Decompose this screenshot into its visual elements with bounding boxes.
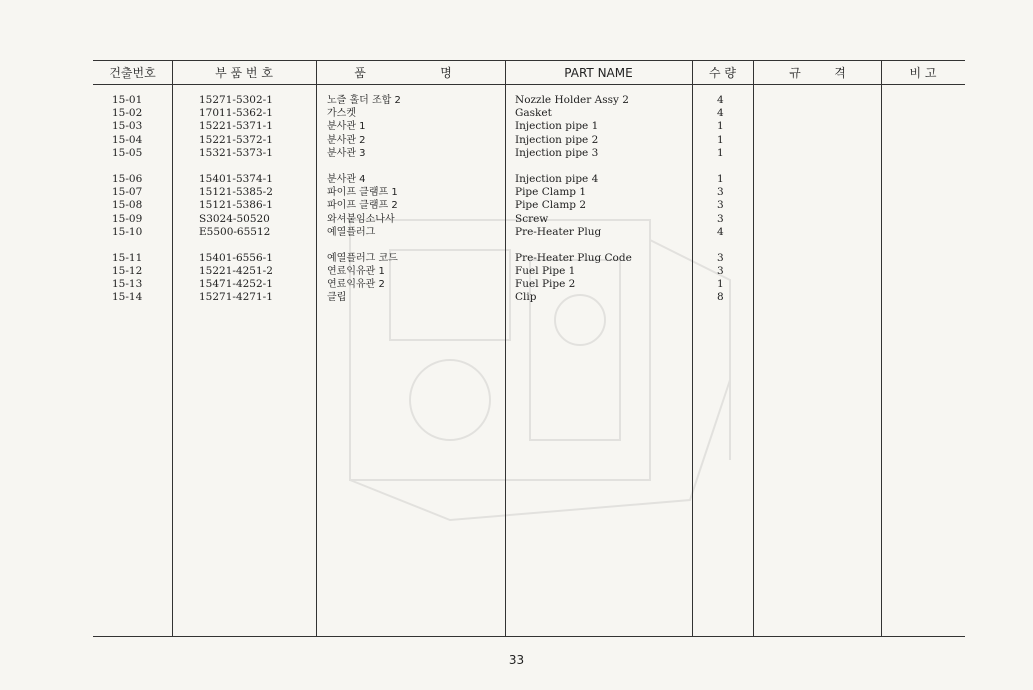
qty-cell: 4 bbox=[717, 225, 724, 238]
qty-cell: 1 bbox=[717, 133, 724, 146]
column-divider bbox=[505, 60, 506, 637]
ref-no-cell: 15-12 bbox=[112, 265, 143, 278]
header-name-ko-right: 명 bbox=[440, 66, 452, 80]
part-no-cell: 15121-5386-1 bbox=[199, 199, 273, 212]
part-name-cell: Pre-Heater Plug bbox=[515, 225, 602, 238]
qty-cell: 1 bbox=[717, 120, 724, 133]
table-header-rule bbox=[93, 84, 965, 85]
part-name-column bbox=[515, 94, 632, 305]
name-ko-column bbox=[327, 94, 401, 305]
part-name-cell: Injection pipe 3 bbox=[515, 146, 599, 159]
qty-cell: 8 bbox=[717, 291, 724, 304]
qty-cell: 3 bbox=[717, 212, 724, 225]
part-name-cell: Screw bbox=[515, 212, 549, 225]
ref-no-cell: 15-08 bbox=[112, 199, 143, 212]
name-ko-cell: 클립 bbox=[327, 292, 347, 304]
header-spec-right: 격 bbox=[834, 66, 846, 80]
qty-cell: 1 bbox=[717, 278, 724, 291]
part-no-cell: 15221-5371-1 bbox=[199, 120, 273, 133]
header-ref-no: 건출번호 bbox=[109, 66, 156, 80]
qty-cell: 4 bbox=[717, 107, 724, 120]
header-part-no: 부 품 번 호 bbox=[215, 66, 273, 80]
name-ko-cell: 파이프 클램프 2 bbox=[327, 200, 398, 212]
part-no-cell: E5500-65512 bbox=[199, 225, 271, 238]
name-ko-cell: 분사관 1 bbox=[327, 121, 366, 133]
ref-no-cell: 15-05 bbox=[112, 146, 143, 159]
column-divider bbox=[172, 60, 173, 637]
ref-no-cell: 15-01 bbox=[112, 94, 143, 106]
part-name-cell: Injection pipe 4 bbox=[515, 172, 599, 185]
ref-no-cell: 15-02 bbox=[112, 107, 143, 120]
name-ko-cell: 분사관 2 bbox=[327, 134, 366, 146]
ref-no-cell: 15-03 bbox=[112, 120, 143, 133]
name-ko-cell: 연료익유관 1 bbox=[327, 266, 385, 278]
part-name-cell: Fuel Pipe 2 bbox=[515, 278, 576, 291]
header-spec-left: 규 bbox=[789, 66, 801, 80]
part-name-cell: Fuel Pipe 1 bbox=[515, 265, 576, 278]
qty-column bbox=[717, 94, 724, 305]
name-ko-cell: 노즐 홀더 조합 2 bbox=[327, 95, 401, 106]
column-divider bbox=[316, 60, 317, 637]
part-no-cell: 15401-6556-1 bbox=[199, 251, 273, 264]
ref-no-cell: 15-14 bbox=[112, 291, 143, 304]
part-no-cell: 15321-5373-1 bbox=[199, 146, 273, 159]
part-name-cell: Pipe Clamp 2 bbox=[515, 199, 587, 212]
ref-no-cell: 15-04 bbox=[112, 133, 143, 146]
qty-cell: 1 bbox=[717, 146, 724, 159]
ref-no-cell: 15-10 bbox=[112, 225, 143, 238]
name-ko-cell: 파이프 클램프 1 bbox=[327, 187, 398, 199]
table-bottom-rule bbox=[93, 636, 965, 637]
table-top-rule bbox=[93, 60, 965, 61]
header-qty: 수 량 bbox=[709, 66, 736, 80]
part-name-cell: Clip bbox=[515, 291, 537, 304]
part-name-cell: Nozzle Holder Assy 2 bbox=[515, 94, 629, 106]
page-number: 33 bbox=[508, 653, 525, 667]
name-ko-cell: 예열플러그 bbox=[327, 226, 376, 238]
qty-cell: 3 bbox=[717, 199, 724, 212]
part-no-cell: 15271-4271-1 bbox=[199, 291, 273, 304]
ref-no-cell: 15-09 bbox=[112, 212, 143, 225]
name-ko-cell: 연료익유관 2 bbox=[327, 279, 385, 291]
ref-no-cell: 15-13 bbox=[112, 278, 143, 291]
qty-cell: 3 bbox=[717, 251, 724, 264]
qty-cell: 3 bbox=[717, 186, 724, 199]
header-part-name: PART NAME bbox=[564, 66, 633, 80]
name-ko-cell: 예열플러그 코드 bbox=[327, 252, 398, 264]
qty-cell: 4 bbox=[717, 94, 724, 106]
part-no-cell: 15271-5302-1 bbox=[199, 94, 273, 106]
part-name-cell: Pipe Clamp 1 bbox=[515, 186, 587, 199]
part-no-cell: 15401-5374-1 bbox=[199, 172, 273, 185]
qty-cell: 1 bbox=[717, 172, 724, 185]
part-no-cell: 17011-5362-1 bbox=[199, 107, 273, 120]
part-name-cell: Injection pipe 1 bbox=[515, 120, 599, 133]
qty-cell: 3 bbox=[717, 265, 724, 278]
header-name-ko-left: 품 bbox=[354, 66, 366, 80]
header-remarks: 비 고 bbox=[909, 66, 937, 80]
part-no-cell: 15471-4252-1 bbox=[199, 278, 273, 291]
ref-no-cell: 15-11 bbox=[112, 251, 143, 264]
ref-no-cell: 15-07 bbox=[112, 186, 143, 199]
column-divider bbox=[881, 60, 882, 637]
part-no-cell: 15221-4251-2 bbox=[199, 265, 273, 278]
part-name-cell: Gasket bbox=[515, 107, 552, 120]
column-divider bbox=[692, 60, 693, 637]
part-no-cell: 15121-5385-2 bbox=[199, 186, 273, 199]
name-ko-cell: 분사관 4 bbox=[327, 173, 366, 185]
name-ko-cell: 와셔붙임소나사 bbox=[327, 213, 395, 225]
part-name-cell: Pre-Heater Plug Code bbox=[515, 251, 632, 264]
name-ko-cell: 분사관 3 bbox=[327, 147, 366, 159]
ref-no-cell: 15-06 bbox=[112, 172, 143, 185]
name-ko-cell: 가스켓 bbox=[327, 108, 356, 120]
part-name-cell: Injection pipe 2 bbox=[515, 133, 599, 146]
ref-no-column bbox=[112, 94, 142, 305]
part-no-cell: S3024-50520 bbox=[199, 212, 270, 225]
part-no-column bbox=[199, 94, 273, 305]
column-divider bbox=[753, 60, 754, 637]
part-no-cell: 15221-5372-1 bbox=[199, 133, 273, 146]
